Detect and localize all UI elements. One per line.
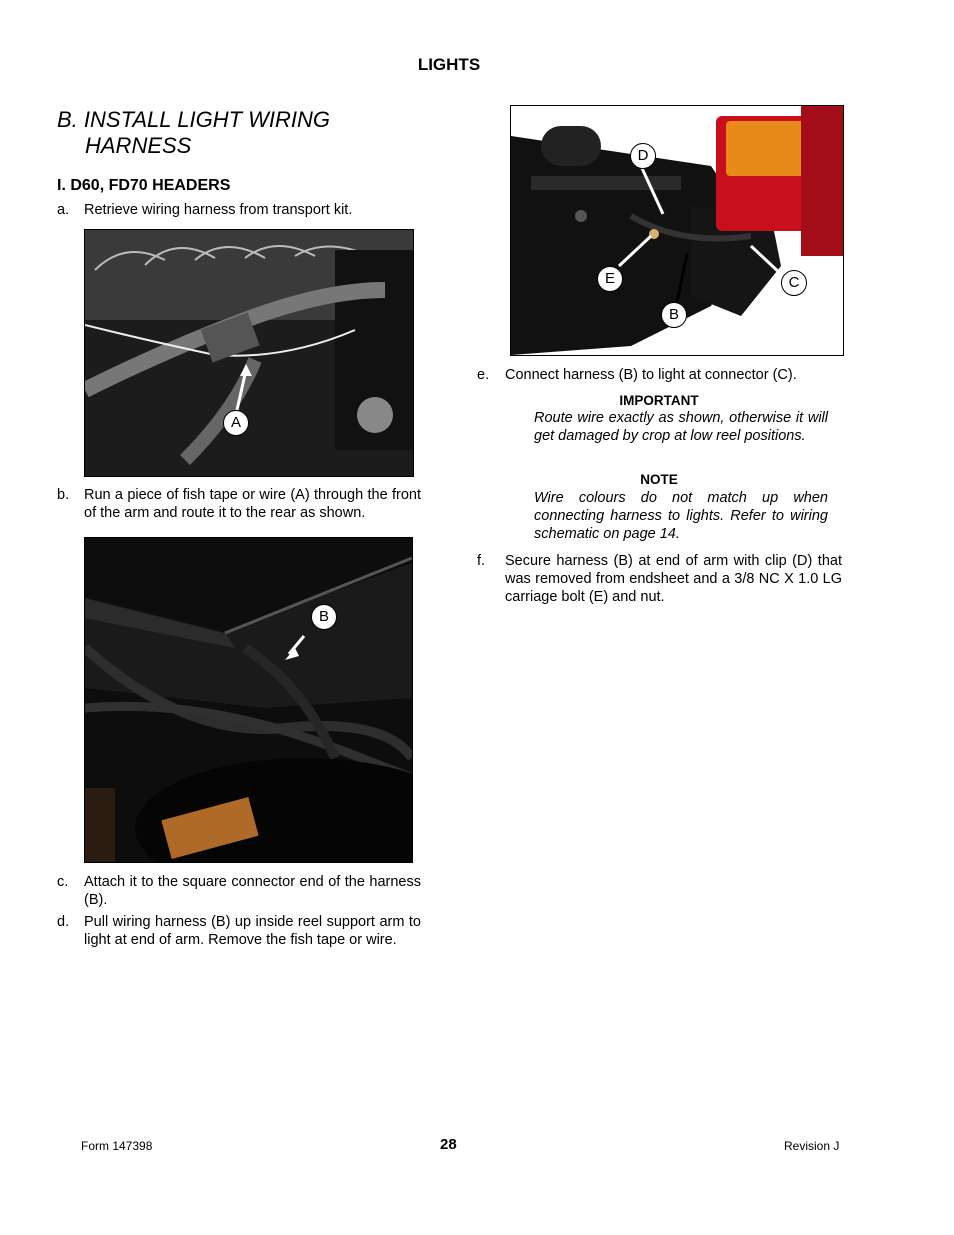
- photo-light-connection: [510, 105, 844, 356]
- callout-b: B: [311, 604, 337, 630]
- photo-fish-tape: [84, 229, 414, 477]
- important-title: IMPORTANT: [619, 393, 699, 408]
- callout-e: E: [597, 266, 623, 292]
- footer-revision: Revision J: [784, 1139, 840, 1153]
- step-text: Secure harness (B) at end of arm with clip (D) that was removed from endsheet and a 3/8 NC X 1.0 LG carriage bolt (E) and nut.: [505, 553, 842, 605]
- note-text: Wire colours do not match up when connecting harness to lights. Refer to wiring schematic on page 14.: [534, 490, 828, 542]
- important-text: Route wire exactly as shown, otherwise it will get damaged by crop at low reel positions.: [534, 410, 828, 444]
- step-text: Retrieve wiring harness from transport kit.: [84, 202, 353, 218]
- step-label: d.: [57, 914, 70, 930]
- step-label: c.: [57, 874, 69, 890]
- section-title-line2: HARNESS: [85, 133, 192, 158]
- step-label: b.: [57, 487, 70, 503]
- note-title: NOTE: [640, 472, 678, 487]
- step-label: a.: [57, 202, 70, 218]
- section-header: LIGHTS: [417, 55, 481, 74]
- section-title: [57, 107, 330, 159]
- step-text: Pull wiring harness (B) up inside reel support arm to light at end of arm. Remove the fish tape or wire.: [84, 914, 421, 948]
- step-label: e.: [477, 367, 490, 383]
- page-number: 28: [440, 1136, 457, 1153]
- callout-d: D: [630, 143, 656, 169]
- footer-form-number: Form 147398: [81, 1139, 153, 1153]
- callout-b: B: [661, 302, 687, 328]
- step-text: Connect harness (B) to light at connector (C).: [505, 367, 797, 383]
- callout-c: C: [781, 270, 807, 296]
- step-text: Run a piece of fish tape or wire (A) through the front of the arm and route it to the rear as shown.: [84, 487, 421, 521]
- step-text: Attach it to the square connector end of the harness (B).: [84, 874, 421, 908]
- step-label: f.: [477, 553, 486, 569]
- callout-a: A: [223, 410, 249, 436]
- section-title-line1: B. INSTALL LIGHT WIRING: [57, 107, 331, 132]
- photo-harness-in-arm: [84, 537, 413, 863]
- subsection-title: I. D60, FD70 HEADERS: [57, 177, 231, 194]
